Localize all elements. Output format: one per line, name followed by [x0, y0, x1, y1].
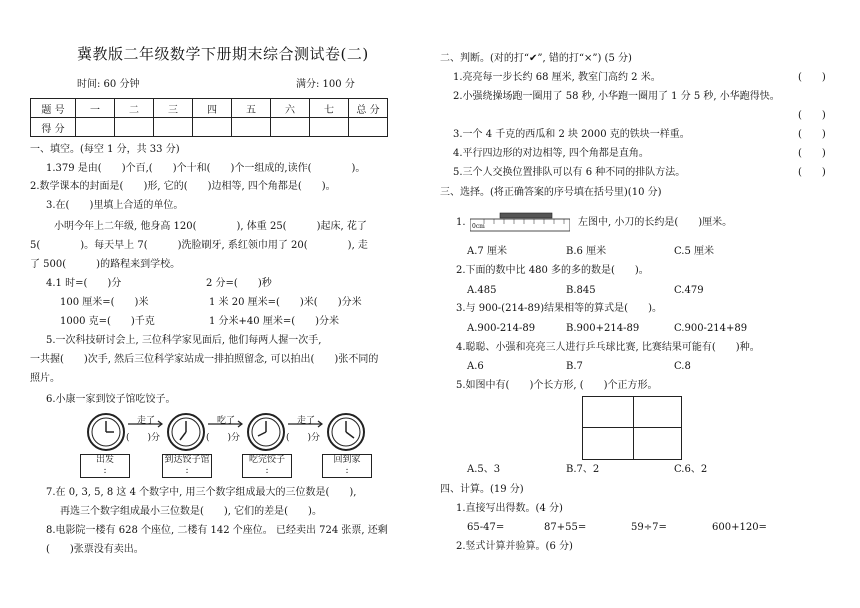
table-cell: 一 [76, 99, 115, 118]
score-input-cell[interactable] [232, 118, 271, 137]
q1-7-line1: 7.在 0, 3, 5, 8 这 4 个数字中, 用三个数字组成最大的三位数是( ), [46, 487, 357, 498]
table-cell: 五 [232, 99, 271, 118]
q1-8-line2: ( )张票没有卖出。 [46, 544, 144, 555]
judge-item: 3.一个 4 千克的西瓜和 2 块 2000 克的铁块一样重。 [453, 129, 690, 140]
table-cell: 三 [154, 99, 193, 118]
q1-4a: 4.1 时=( )分 [46, 278, 122, 289]
ruler-zero-label: 0cm [472, 223, 485, 230]
score-input-cell[interactable] [349, 118, 388, 137]
score-input-cell[interactable] [271, 118, 310, 137]
judge-item: 5.三个人交换位置排队可以有 6 种不同的排队方法。 [453, 167, 686, 178]
score-input-cell[interactable] [76, 118, 115, 137]
choice-option[interactable]: C.479 [674, 285, 704, 296]
q1-6: 6.小康一家到饺子馆吃饺子。 [46, 394, 176, 405]
q1-7-line2: 再选三个数字组成最小三位数是( ), 它们的差是( )。 [60, 506, 322, 517]
arrow-label: 吃了 [217, 416, 236, 426]
table-cell: 总 分 [349, 99, 388, 118]
ruler-icon [470, 219, 570, 231]
table-cell: 四 [193, 99, 232, 118]
time-label-box: 到达饺子馆 : [162, 454, 212, 478]
duration-blank: ( )分 [126, 433, 161, 443]
judge-item: 2.小强绕操场跑一圈用了 58 秒, 小华跑一圈用了 1 分 5 秒, 小华跑得快。 [453, 91, 780, 102]
table-cell: 七 [310, 99, 349, 118]
page-title: 冀教版二年级数学下册期末综合测试卷(二) [77, 45, 369, 63]
q1-8-line1: 8.电影院一楼有 628 个座位, 二楼有 142 个座位。 已经卖出 724 张票, 还剩 [46, 525, 388, 536]
judge-answer-blank[interactable]: ( ) [798, 148, 826, 159]
arrow-label: 走了 [137, 416, 156, 426]
judge-item: 4.平行四边形的对边相等, 四个角都是直角。 [453, 148, 649, 159]
choice-option[interactable]: C.5 厘米 [674, 246, 715, 257]
time-label: 吃完饺子 [248, 455, 285, 465]
score-input-cell[interactable] [310, 118, 349, 137]
q1-4b: 2 分=( )秒 [206, 278, 272, 289]
score-table-header-row [31, 99, 388, 118]
table-cell: 题 号 [31, 99, 76, 118]
arrow-label: 走了 [297, 416, 316, 426]
judge-answer-blank[interactable]: ( ) [798, 129, 826, 140]
q1-4e: 1000 克=( )千克 [60, 316, 155, 327]
score-table-score-row [31, 118, 388, 137]
choice-option[interactable]: C.6、2 [674, 464, 708, 475]
section-1-heading: 一、填空。(每空 1 分，共 33 分) [30, 144, 180, 155]
time-label: 到达饺子馆 [164, 455, 210, 465]
choice-option[interactable]: A.6 [467, 361, 484, 372]
choice-option[interactable]: B.7 [566, 361, 583, 372]
choice-question: 左图中, 小刀的长约是( )厘米。 [578, 217, 733, 228]
calc-item: 65-47= [467, 522, 505, 533]
table-cell: 二 [115, 99, 154, 118]
time-label: 回到家 [333, 455, 361, 465]
q1-3: 3.在( )里填上合适的单位。 [46, 200, 184, 211]
score-input-cell[interactable] [193, 118, 232, 137]
q1-3-line2: 5( )。每天早上 7( )洗脸刷牙, 系红领巾用了 20( ), 走 [30, 240, 368, 251]
choice-option[interactable]: A.7 厘米 [467, 246, 507, 257]
knife-icon [500, 213, 552, 218]
choice-option[interactable]: B.7、2 [566, 464, 600, 475]
calc-item: 59÷7= [631, 522, 667, 533]
duration-blank: ( )分 [206, 433, 241, 443]
choice-option[interactable]: C.900-214+89 [674, 323, 748, 334]
q1-2: 2.数学课本的封面是( )形, 它的( )边相等, 四个角都是( )。 [30, 181, 336, 192]
clock-icon [328, 414, 364, 450]
time-label-box: 回到家 : [322, 454, 372, 478]
choice-option[interactable]: B.845 [566, 285, 596, 296]
score-input-cell[interactable] [115, 118, 154, 137]
choice-question: 3.与 900-(214-89)结果相等的算式是( )。 [456, 303, 662, 314]
exam-time: 时间: 60 分钟 [77, 79, 140, 90]
calc-item: 600+120= [712, 522, 767, 533]
table-cell: 六 [271, 99, 310, 118]
q1-4c: 100 厘米=( )米 [60, 297, 149, 308]
choice-option[interactable]: C.8 [674, 361, 691, 372]
q1-5-line1: 5.一次科技研讨会上, 三位科学家见面后, 他们每两人握一次手, [46, 335, 322, 346]
score-input-cell[interactable] [154, 118, 193, 137]
divider-line [633, 397, 634, 459]
choice-option[interactable]: A.5、3 [467, 464, 501, 475]
section-2-heading: 二、判断。(对的打“✔”, 错的打“×”) (5 分) [440, 53, 632, 64]
q1-4d: 1 米 20 厘米=( )米( )分米 [209, 297, 362, 308]
clock-icon [168, 414, 204, 450]
section-3-heading: 三、选择。(将正确答案的序号填在括号里)(10 分) [440, 187, 662, 198]
q1-4f: 1 分米+40 厘米=( )分米 [209, 316, 340, 327]
choice-question: 2.下面的数中比 480 多的多的数是( )。 [456, 265, 649, 276]
choice-number: 1. [456, 217, 466, 228]
q1-5-line2: 一共握( )次手, 然后三位科学家站成一排拍照留念, 可以拍出( )张不同的 [30, 354, 379, 365]
judge-item: 1.亮亮每一步长约 68 厘米, 教室门高约 2 米。 [453, 72, 661, 83]
q1-1: 1.379 是由( )个百,( )个十和( )个一组成的,读作( )。 [46, 163, 366, 174]
q1-3-line3: 了 500( )的路程来到学校。 [30, 259, 181, 270]
time-label-box: 出发 : [80, 454, 130, 478]
calc-item: 87+55= [544, 522, 587, 533]
choice-question: 5.如图中有( )个长方形, ( )个正方形。 [456, 380, 658, 391]
choice-option[interactable]: A.900-214-89 [467, 323, 536, 334]
ruler-with-knife-figure [470, 212, 570, 232]
duration-blank: ( )分 [286, 433, 321, 443]
score-table [30, 98, 388, 137]
judge-answer-blank[interactable]: ( ) [798, 110, 826, 121]
judge-answer-blank[interactable]: ( ) [798, 167, 826, 178]
clock-icon [88, 414, 124, 450]
time-label-box: 吃完饺子 : [242, 454, 292, 478]
choice-option[interactable]: B.6 厘米 [566, 246, 607, 257]
q1-3-line1: 小明今年上二年级, 他身高 120( ), 体重 25( )起床, 花了 [54, 221, 367, 232]
choice-option[interactable]: A.485 [467, 285, 497, 296]
time-label: 出发 [95, 455, 114, 465]
calc-sub-heading: 2.竖式计算并验算。(6 分) [456, 541, 573, 552]
section-4-heading: 四、计算。(19 分) [440, 484, 524, 495]
choice-question: 4.聪聪、小强和亮亮三人进行乒乓球比赛, 比赛结果可能有( )种。 [456, 342, 760, 353]
table-cell: 得 分 [31, 118, 76, 137]
calc-sub-heading: 1.直接写出得数。(4 分) [456, 503, 563, 514]
clock-icon [248, 414, 284, 450]
judge-answer-blank[interactable]: ( ) [798, 72, 826, 83]
exam-full-score: 满分: 100 分 [296, 79, 355, 90]
choice-option[interactable]: B.900+214-89 [566, 323, 640, 334]
rectangle-figure [582, 396, 682, 460]
q1-5-line3: 照片。 [30, 373, 60, 384]
divider-line [583, 427, 681, 428]
